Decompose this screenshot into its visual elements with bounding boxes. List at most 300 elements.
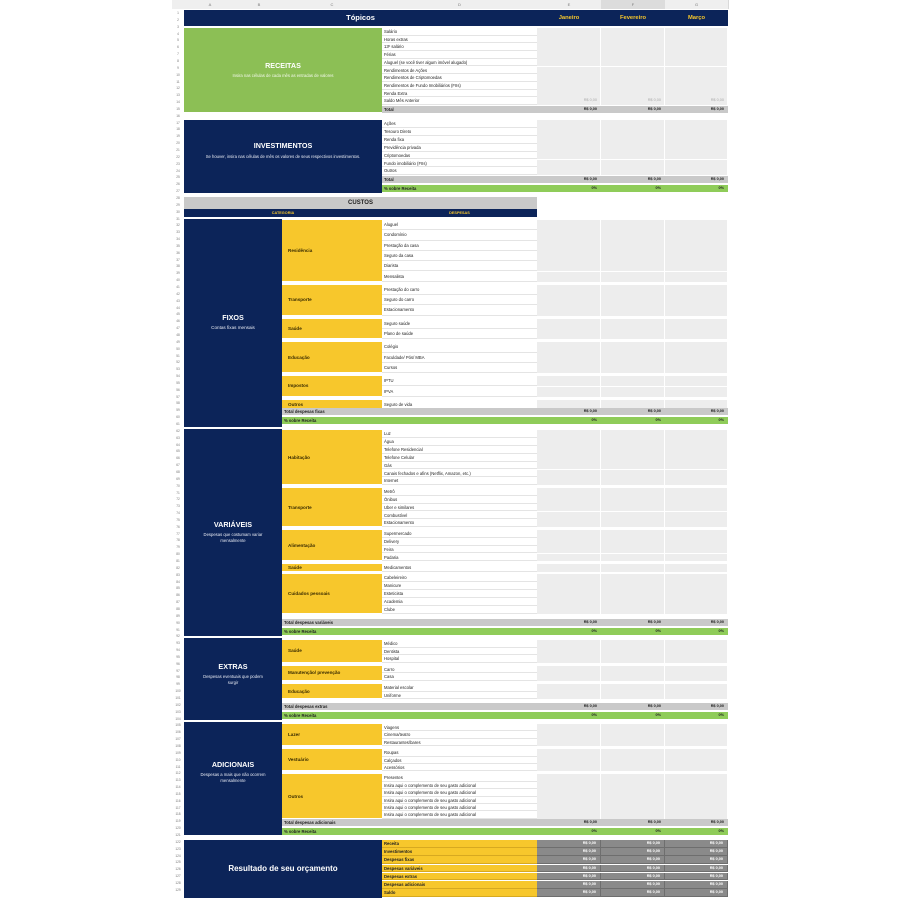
investimentos-total-value[interactable]: R$ 0,00 <box>665 176 728 183</box>
variaveis-item-cell[interactable] <box>665 590 728 598</box>
row-number[interactable]: 76 <box>176 524 180 529</box>
row-number[interactable]: 62 <box>176 428 180 433</box>
receita-item-cell[interactable] <box>601 43 665 51</box>
fixos-item-cell[interactable] <box>537 319 601 329</box>
extras-pct-value[interactable]: 0% <box>537 712 601 719</box>
fixos-item-cell[interactable] <box>665 387 728 397</box>
adicionais-item-cell[interactable] <box>665 797 728 804</box>
receita-item-cell[interactable] <box>537 82 601 90</box>
variaveis-item-cell[interactable] <box>601 590 665 598</box>
row-number[interactable]: 115 <box>175 791 181 796</box>
adicionais-pct-value[interactable]: 0% <box>537 828 601 835</box>
investimento-item-cell[interactable] <box>665 144 728 152</box>
row-number[interactable]: 37 <box>176 257 180 262</box>
row-number[interactable]: 49 <box>176 339 180 344</box>
extras-item-cell[interactable] <box>665 655 728 663</box>
fixos-item-cell[interactable] <box>665 329 728 339</box>
extras-item-cell[interactable] <box>601 648 665 656</box>
variaveis-item-cell[interactable] <box>665 512 728 520</box>
receita-item-cell[interactable] <box>601 90 665 98</box>
extras-item-cell[interactable] <box>537 655 601 663</box>
fixos-item-cell[interactable] <box>601 363 665 373</box>
fixos-item-cell[interactable] <box>537 272 601 282</box>
investimentos-pct-value[interactable]: 0% <box>537 185 601 192</box>
variaveis-item-cell[interactable] <box>601 438 665 446</box>
variaveis-item-cell[interactable] <box>537 454 601 462</box>
receita-item-cell[interactable] <box>665 43 728 51</box>
extras-item-cell[interactable] <box>537 673 601 681</box>
extras-item-cell[interactable] <box>601 666 665 674</box>
receita-item-cell[interactable] <box>537 74 601 82</box>
variaveis-total-value[interactable]: R$ 0,00 <box>665 619 728 626</box>
investimento-item-cell[interactable] <box>665 152 728 160</box>
row-number[interactable]: 32 <box>176 223 180 228</box>
variaveis-item-cell[interactable] <box>537 538 601 546</box>
fixos-item-cell[interactable] <box>537 342 601 352</box>
variaveis-item-cell[interactable] <box>537 564 601 572</box>
receitas-total-value[interactable]: R$ 0,00 <box>601 106 665 113</box>
adicionais-item-cell[interactable] <box>537 782 601 789</box>
row-number[interactable]: 3 <box>177 24 179 29</box>
fixos-item-cell[interactable] <box>665 342 728 352</box>
adicionais-item-cell[interactable] <box>601 757 665 764</box>
variaveis-item-cell[interactable] <box>601 538 665 546</box>
row-number[interactable]: 68 <box>176 469 180 474</box>
fixos-item-cell[interactable] <box>537 241 601 251</box>
row-number[interactable]: 116 <box>175 798 181 803</box>
variaveis-pct-value[interactable]: 0% <box>537 628 601 635</box>
investimento-item-cell[interactable] <box>537 144 601 152</box>
adicionais-total-value[interactable]: R$ 0,00 <box>537 819 601 826</box>
investimento-item-cell[interactable] <box>601 136 665 144</box>
extras-total-value[interactable]: R$ 0,00 <box>537 703 601 710</box>
row-number[interactable]: 88 <box>176 606 180 611</box>
row-number[interactable]: 36 <box>176 250 180 255</box>
extras-total-value[interactable]: R$ 0,00 <box>601 703 665 710</box>
row-number[interactable]: 25 <box>176 175 180 180</box>
investimento-item-cell[interactable] <box>601 144 665 152</box>
fixos-item-cell[interactable] <box>601 342 665 352</box>
resultado-row-value[interactable]: R$ 0,00 <box>537 865 601 873</box>
variaveis-item-cell[interactable] <box>665 530 728 538</box>
resultado-row-value[interactable]: R$ 0,00 <box>665 856 728 864</box>
investimento-item-cell[interactable] <box>601 152 665 160</box>
resultado-row-value[interactable]: R$ 0,00 <box>537 848 601 856</box>
row-number[interactable]: 1 <box>177 11 179 15</box>
row-number[interactable]: 72 <box>176 497 180 502</box>
investimento-item-cell[interactable] <box>537 136 601 144</box>
row-number[interactable]: 57 <box>176 394 180 399</box>
fixos-item-cell[interactable] <box>665 305 728 315</box>
resultado-row-value[interactable]: R$ 0,00 <box>537 881 601 889</box>
row-number[interactable]: 2 <box>177 17 179 22</box>
receitas-total-value[interactable]: R$ 0,00 <box>537 106 601 113</box>
resultado-row-value[interactable]: R$ 0,00 <box>601 856 665 864</box>
adicionais-item-cell[interactable] <box>601 739 665 746</box>
resultado-row-value[interactable]: R$ 0,00 <box>665 865 728 873</box>
row-number[interactable]: 78 <box>176 538 180 543</box>
row-number[interactable]: 118 <box>175 812 181 817</box>
variaveis-item-cell[interactable] <box>537 519 601 527</box>
resultado-row-value[interactable]: R$ 0,00 <box>537 873 601 881</box>
row-number[interactable]: 86 <box>176 593 180 598</box>
row-number[interactable]: 89 <box>176 613 180 618</box>
saldo-anterior-value[interactable]: R$ 0,00 <box>647 98 661 103</box>
adicionais-item-cell[interactable] <box>537 797 601 804</box>
extras-item-cell[interactable] <box>665 648 728 656</box>
variaveis-item-cell[interactable] <box>665 477 728 485</box>
extras-item-cell[interactable] <box>537 640 601 648</box>
row-number[interactable]: 58 <box>176 401 180 406</box>
row-number[interactable]: 21 <box>176 148 180 152</box>
variaveis-item-cell[interactable] <box>665 504 728 512</box>
resultado-row-value[interactable]: R$ 0,00 <box>601 889 665 897</box>
row-number[interactable]: 8 <box>177 58 179 63</box>
extras-item-cell[interactable] <box>537 648 601 656</box>
adicionais-item-cell[interactable] <box>537 749 601 756</box>
adicionais-item-cell[interactable] <box>665 782 728 789</box>
receita-item-cell[interactable] <box>665 90 728 98</box>
variaveis-item-cell[interactable] <box>537 554 601 562</box>
row-number[interactable]: 64 <box>176 442 180 447</box>
receita-item-cell[interactable] <box>665 28 728 36</box>
adicionais-item-cell[interactable] <box>537 774 601 781</box>
resultado-row-value[interactable]: R$ 0,00 <box>665 840 728 848</box>
investimento-item-cell[interactable] <box>537 167 601 175</box>
row-number[interactable]: 59 <box>176 408 180 413</box>
adicionais-item-cell[interactable] <box>665 774 728 781</box>
variaveis-item-cell[interactable] <box>665 470 728 478</box>
adicionais-item-cell[interactable] <box>537 764 601 771</box>
fixos-item-cell[interactable] <box>601 295 665 305</box>
variaveis-item-cell[interactable] <box>601 470 665 478</box>
adicionais-item-cell[interactable] <box>537 731 601 738</box>
adicionais-item-cell[interactable] <box>665 764 728 771</box>
row-number[interactable]: 28 <box>176 195 180 200</box>
investimento-item-cell[interactable] <box>537 128 601 136</box>
variaveis-item-cell[interactable] <box>537 488 601 496</box>
extras-pct-value[interactable]: 0% <box>601 712 665 719</box>
adicionais-item-cell[interactable] <box>537 739 601 746</box>
row-number[interactable]: 109 <box>175 750 181 755</box>
resultado-row-value[interactable]: R$ 0,00 <box>665 873 728 881</box>
receita-item-cell[interactable] <box>537 59 601 67</box>
investimento-item-cell[interactable] <box>601 160 665 168</box>
variaveis-item-cell[interactable] <box>537 438 601 446</box>
row-number[interactable]: 97 <box>176 668 180 673</box>
resultado-row-value[interactable]: R$ 0,00 <box>537 856 601 864</box>
variaveis-item-cell[interactable] <box>601 519 665 527</box>
investimento-item-cell[interactable] <box>601 128 665 136</box>
row-number[interactable]: 112 <box>175 771 181 776</box>
fixos-item-cell[interactable] <box>601 329 665 339</box>
row-number[interactable]: 34 <box>176 237 180 242</box>
row-number[interactable]: 84 <box>176 579 180 584</box>
variaveis-item-cell[interactable] <box>537 590 601 598</box>
row-number[interactable]: 17 <box>176 120 180 125</box>
variaveis-pct-value[interactable]: 0% <box>601 628 665 635</box>
variaveis-item-cell[interactable] <box>601 530 665 538</box>
row-number[interactable]: 39 <box>176 271 180 276</box>
row-number[interactable]: 27 <box>176 189 180 194</box>
extras-item-cell[interactable] <box>665 640 728 648</box>
fixos-total-value[interactable]: R$ 0,00 <box>537 408 601 415</box>
row-number[interactable]: 83 <box>176 572 180 577</box>
row-number[interactable]: 70 <box>176 483 180 488</box>
row-number[interactable]: 11 <box>176 79 180 84</box>
row-number[interactable]: 19 <box>176 134 180 139</box>
adicionais-item-cell[interactable] <box>601 731 665 738</box>
row-number[interactable]: 129 <box>175 887 181 892</box>
fixos-pct-value[interactable]: 0% <box>665 417 728 424</box>
variaveis-total-value[interactable]: R$ 0,00 <box>601 619 665 626</box>
variaveis-item-cell[interactable] <box>665 454 728 462</box>
receita-item-cell[interactable] <box>601 67 665 75</box>
fixos-item-cell[interactable] <box>601 241 665 251</box>
row-number[interactable]: 22 <box>176 154 180 159</box>
row-number[interactable]: 24 <box>176 168 180 173</box>
row-number[interactable]: 38 <box>176 264 180 269</box>
fixos-item-cell[interactable] <box>537 305 601 315</box>
row-number[interactable]: 94 <box>176 648 180 653</box>
resultado-row-value[interactable]: R$ 0,00 <box>601 848 665 856</box>
fixos-item-cell[interactable] <box>665 353 728 363</box>
resultado-row-value[interactable]: R$ 0,00 <box>665 848 728 856</box>
variaveis-item-cell[interactable] <box>537 606 601 614</box>
variaveis-item-cell[interactable] <box>537 477 601 485</box>
fixos-item-cell[interactable] <box>665 230 728 240</box>
extras-item-cell[interactable] <box>665 673 728 681</box>
variaveis-item-cell[interactable] <box>537 462 601 470</box>
row-number[interactable]: 69 <box>176 476 180 481</box>
variaveis-item-cell[interactable] <box>665 546 728 554</box>
resultado-row-value[interactable]: R$ 0,00 <box>665 881 728 889</box>
resultado-row-value[interactable]: R$ 0,00 <box>665 889 728 897</box>
extras-item-cell[interactable] <box>601 673 665 681</box>
row-number[interactable]: 14 <box>176 100 180 105</box>
row-number[interactable]: 127 <box>175 874 181 879</box>
fixos-item-cell[interactable] <box>665 241 728 251</box>
row-number[interactable]: 117 <box>175 805 181 810</box>
extras-item-cell[interactable] <box>665 692 728 700</box>
column-header-c[interactable]: C <box>282 0 383 9</box>
row-number[interactable]: 126 <box>175 867 181 872</box>
extras-item-cell[interactable] <box>601 640 665 648</box>
adicionais-item-cell[interactable] <box>665 811 728 818</box>
investimentos-total-value[interactable]: R$ 0,00 <box>601 176 665 183</box>
fixos-item-cell[interactable] <box>665 285 728 295</box>
row-number[interactable]: 60 <box>176 415 180 420</box>
fixos-item-cell[interactable] <box>601 230 665 240</box>
row-number[interactable]: 31 <box>176 216 180 221</box>
adicionais-item-cell[interactable] <box>665 749 728 756</box>
investimentos-total-value[interactable]: R$ 0,00 <box>537 176 601 183</box>
fixos-item-cell[interactable] <box>537 363 601 373</box>
row-number[interactable]: 10 <box>176 72 180 77</box>
row-number[interactable]: 7 <box>177 52 179 57</box>
fixos-item-cell[interactable] <box>537 261 601 271</box>
fixos-item-cell[interactable] <box>601 305 665 315</box>
row-number[interactable]: 79 <box>176 545 180 550</box>
variaveis-item-cell[interactable] <box>601 462 665 470</box>
row-number[interactable]: 55 <box>176 380 180 385</box>
adicionais-item-cell[interactable] <box>537 724 601 731</box>
adicionais-item-cell[interactable] <box>601 782 665 789</box>
row-number[interactable]: 6 <box>177 45 179 50</box>
variaveis-item-cell[interactable] <box>665 496 728 504</box>
adicionais-total-value[interactable]: R$ 0,00 <box>665 819 728 826</box>
fixos-item-cell[interactable] <box>665 363 728 373</box>
adicionais-item-cell[interactable] <box>601 749 665 756</box>
row-number[interactable]: 80 <box>176 552 180 557</box>
fixos-item-cell[interactable] <box>537 329 601 339</box>
fixos-item-cell[interactable] <box>665 319 728 329</box>
fixos-item-cell[interactable] <box>601 251 665 261</box>
row-number[interactable]: 15 <box>176 106 180 111</box>
row-number[interactable]: 29 <box>176 202 180 207</box>
saldo-anterior-value[interactable]: R$ 0,00 <box>583 98 597 103</box>
row-number[interactable]: 113 <box>175 778 181 783</box>
extras-item-cell[interactable] <box>601 655 665 663</box>
variaveis-item-cell[interactable] <box>665 488 728 496</box>
receita-item-cell[interactable] <box>537 90 601 98</box>
resultado-row-value[interactable]: R$ 0,00 <box>601 873 665 881</box>
row-number[interactable]: 41 <box>176 285 180 289</box>
row-number[interactable]: 125 <box>175 860 181 865</box>
row-number[interactable]: 128 <box>175 880 181 885</box>
investimento-item-cell[interactable] <box>537 152 601 160</box>
fixos-item-cell[interactable] <box>537 251 601 261</box>
adicionais-item-cell[interactable] <box>601 774 665 781</box>
row-number[interactable]: 110 <box>175 757 181 762</box>
row-number[interactable]: 123 <box>175 846 181 851</box>
fixos-item-cell[interactable] <box>601 220 665 230</box>
row-number[interactable]: 91 <box>176 627 180 632</box>
row-number[interactable]: 65 <box>176 449 180 454</box>
receita-item-cell[interactable] <box>665 36 728 44</box>
row-number[interactable]: 104 <box>175 716 181 721</box>
adicionais-item-cell[interactable] <box>537 789 601 796</box>
variaveis-item-cell[interactable] <box>601 546 665 554</box>
extras-item-cell[interactable] <box>601 692 665 700</box>
fixos-item-cell[interactable] <box>537 220 601 230</box>
variaveis-item-cell[interactable] <box>601 598 665 606</box>
adicionais-item-cell[interactable] <box>601 724 665 731</box>
row-number[interactable]: 90 <box>176 620 180 625</box>
row-number[interactable]: 108 <box>175 743 181 748</box>
row-number[interactable]: 96 <box>176 661 180 666</box>
fixos-item-cell[interactable] <box>601 387 665 397</box>
variaveis-item-cell[interactable] <box>537 512 601 520</box>
row-number[interactable]: 101 <box>175 696 181 700</box>
fixos-item-cell[interactable] <box>537 295 601 305</box>
adicionais-total-value[interactable]: R$ 0,00 <box>601 819 665 826</box>
variaveis-item-cell[interactable] <box>665 598 728 606</box>
fixos-item-cell[interactable] <box>537 353 601 363</box>
adicionais-item-cell[interactable] <box>601 804 665 811</box>
variaveis-item-cell[interactable] <box>537 470 601 478</box>
row-number[interactable]: 73 <box>176 504 180 509</box>
variaveis-item-cell[interactable] <box>665 564 728 572</box>
column-header-b[interactable]: B <box>236 0 283 9</box>
row-number[interactable]: 12 <box>176 86 180 91</box>
variaveis-total-value[interactable]: R$ 0,00 <box>537 619 601 626</box>
row-number[interactable]: 26 <box>176 182 180 187</box>
row-number[interactable]: 114 <box>175 785 181 790</box>
row-number[interactable]: 47 <box>176 326 180 331</box>
investimento-item-cell[interactable] <box>665 128 728 136</box>
row-number[interactable]: 53 <box>176 367 180 372</box>
receita-item-cell[interactable] <box>601 82 665 90</box>
row-number[interactable]: 81 <box>176 559 180 563</box>
row-number[interactable]: 82 <box>176 565 180 570</box>
variaveis-item-cell[interactable] <box>537 582 601 590</box>
variaveis-item-cell[interactable] <box>601 430 665 438</box>
receita-item-cell[interactable] <box>601 36 665 44</box>
extras-item-cell[interactable] <box>537 666 601 674</box>
fixos-item-cell[interactable] <box>665 376 728 386</box>
row-number[interactable]: 20 <box>176 141 180 146</box>
investimento-item-cell[interactable] <box>601 167 665 175</box>
variaveis-item-cell[interactable] <box>537 530 601 538</box>
fixos-total-value[interactable]: R$ 0,00 <box>601 408 665 415</box>
row-number[interactable]: 77 <box>176 531 180 536</box>
column-header-f[interactable]: F <box>601 0 666 9</box>
fixos-item-cell[interactable] <box>601 376 665 386</box>
fixos-item-cell[interactable] <box>537 285 601 295</box>
adicionais-item-cell[interactable] <box>537 804 601 811</box>
fixos-item-cell[interactable] <box>665 261 728 271</box>
row-number[interactable]: 122 <box>175 839 181 844</box>
row-number[interactable]: 16 <box>176 113 180 118</box>
fixos-total-value[interactable]: R$ 0,00 <box>665 408 728 415</box>
variaveis-item-cell[interactable] <box>601 488 665 496</box>
variaveis-item-cell[interactable] <box>537 574 601 582</box>
resultado-row-value[interactable]: R$ 0,00 <box>537 840 601 848</box>
row-number[interactable]: 105 <box>175 723 181 728</box>
extras-item-cell[interactable] <box>537 684 601 692</box>
row-number[interactable]: 124 <box>175 853 181 858</box>
column-header-e[interactable]: E <box>537 0 602 9</box>
receita-item-cell[interactable] <box>537 67 601 75</box>
row-number[interactable]: 5 <box>177 38 179 43</box>
fixos-item-cell[interactable] <box>537 230 601 240</box>
fixos-item-cell[interactable] <box>537 376 601 386</box>
row-number[interactable]: 40 <box>176 278 180 283</box>
row-number[interactable]: 56 <box>176 387 180 392</box>
receita-item-cell[interactable] <box>601 74 665 82</box>
variaveis-item-cell[interactable] <box>537 546 601 554</box>
variaveis-item-cell[interactable] <box>537 430 601 438</box>
receita-item-cell[interactable] <box>537 28 601 36</box>
variaveis-item-cell[interactable] <box>601 446 665 454</box>
adicionais-item-cell[interactable] <box>665 789 728 796</box>
receita-item-cell[interactable] <box>665 59 728 67</box>
fixos-item-cell[interactable] <box>665 295 728 305</box>
row-number[interactable]: 67 <box>176 463 180 468</box>
adicionais-item-cell[interactable] <box>537 757 601 764</box>
variaveis-item-cell[interactable] <box>537 504 601 512</box>
column-header-g[interactable]: G <box>665 0 729 9</box>
row-number[interactable]: 71 <box>176 490 180 495</box>
fixos-item-cell[interactable] <box>665 272 728 282</box>
receita-item-cell[interactable] <box>537 51 601 59</box>
row-number[interactable]: 85 <box>176 586 180 591</box>
extras-total-value[interactable]: R$ 0,00 <box>665 703 728 710</box>
row-number[interactable]: 121 <box>175 833 181 837</box>
extras-item-cell[interactable] <box>537 692 601 700</box>
extras-pct-value[interactable]: 0% <box>665 712 728 719</box>
